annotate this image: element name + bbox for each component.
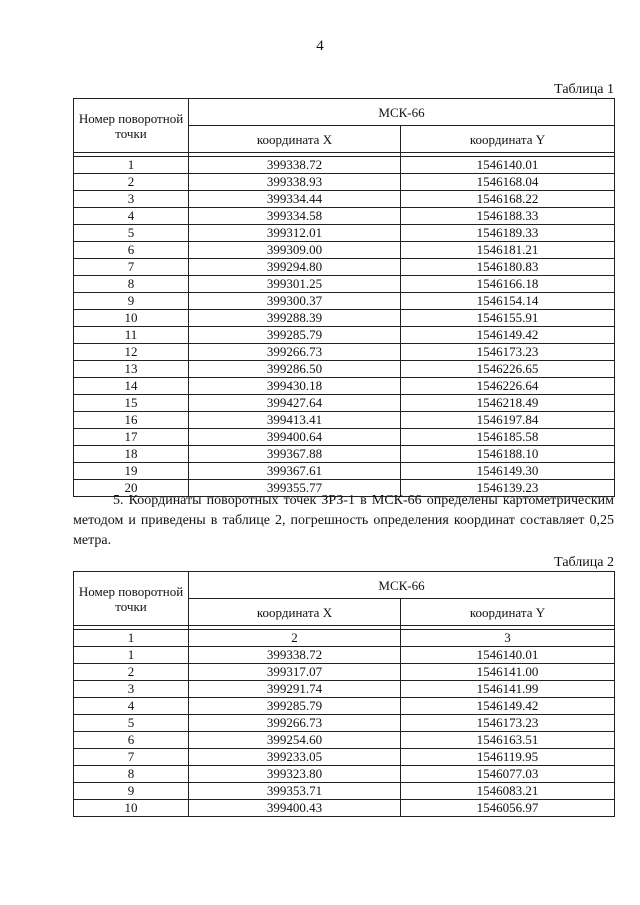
table1 — [73, 98, 615, 497]
coord-x-cell: 399338.72 — [189, 157, 401, 174]
coord-x-cell: 399285.79 — [189, 327, 401, 344]
coord-x-cell: 399338.93 — [189, 174, 401, 191]
coord-y-cell: 1546189.33 — [401, 225, 615, 242]
coord-x-cell: 399317.07 — [189, 664, 401, 681]
coord-x-cell: 399413.41 — [189, 412, 401, 429]
point-number-cell: 15 — [74, 395, 189, 412]
column-number: 2 — [189, 630, 401, 647]
coord-y-cell: 1546149.42 — [401, 327, 615, 344]
point-number-cell: 10 — [74, 310, 189, 327]
point-number-cell: 13 — [74, 361, 189, 378]
point-number-cell: 3 — [74, 191, 189, 208]
coord-y-cell: 1546226.65 — [401, 361, 615, 378]
point-number-cell: 1 — [74, 157, 189, 174]
table-row — [74, 698, 615, 715]
point-number-cell: 14 — [74, 378, 189, 395]
coord-y-cell: 1546149.30 — [401, 463, 615, 480]
coord-x-cell: 399334.58 — [189, 208, 401, 225]
point-number-cell: 2 — [74, 174, 189, 191]
coord-y-cell: 1546173.23 — [401, 344, 615, 361]
table-row — [74, 749, 615, 766]
coord-y-cell: 1546185.58 — [401, 429, 615, 446]
coord-x-cell: 399353.71 — [189, 783, 401, 800]
coord-x-cell: 399367.61 — [189, 463, 401, 480]
coord-x-cell: 399285.79 — [189, 698, 401, 715]
table-row — [74, 310, 615, 327]
point-number-cell: 4 — [74, 698, 189, 715]
coord-x-cell: 399301.25 — [189, 276, 401, 293]
table-row — [74, 293, 615, 310]
coord-x-cell: 399367.88 — [189, 446, 401, 463]
coord-x-cell: 399309.00 — [189, 242, 401, 259]
table-row — [74, 446, 615, 463]
coord-y-cell: 1546168.22 — [401, 191, 615, 208]
col-x-header: координата X — [189, 599, 401, 626]
coord-y-cell: 1546154.14 — [401, 293, 615, 310]
col-point-header: Номер поворотной точки — [74, 99, 189, 153]
table-row — [74, 276, 615, 293]
coord-x-cell: 399288.39 — [189, 310, 401, 327]
coord-y-cell: 1546119.95 — [401, 749, 615, 766]
paragraph-text: 5. Координаты поворотных точек ЗРЗ-1 в МСК-66 определены картометрическим методом и приведены в таблице 2, погрешность определения координат составляет 0,25 метра. — [73, 493, 614, 548]
coord-y-cell: 1546173.23 — [401, 715, 615, 732]
coord-y-cell: 1546188.33 — [401, 208, 615, 225]
column-number: 1 — [74, 630, 189, 647]
coord-y-cell: 1546155.91 — [401, 310, 615, 327]
point-number-cell: 6 — [74, 732, 189, 749]
table-row — [74, 242, 615, 259]
point-number-cell: 10 — [74, 800, 189, 817]
point-number-cell: 1 — [74, 647, 189, 664]
table1-caption: Таблица 1 — [554, 82, 614, 97]
coord-x-cell: 399400.64 — [189, 429, 401, 446]
point-number-cell: 18 — [74, 446, 189, 463]
table-row — [74, 157, 615, 174]
table-row — [74, 800, 615, 817]
table-row — [74, 344, 615, 361]
coord-x-cell: 399338.72 — [189, 647, 401, 664]
coord-x-cell: 399294.80 — [189, 259, 401, 276]
coord-y-cell: 1546141.00 — [401, 664, 615, 681]
coord-x-cell: 399266.73 — [189, 344, 401, 361]
point-number-cell: 8 — [74, 276, 189, 293]
coord-x-cell: 399300.37 — [189, 293, 401, 310]
col-y-header: координата Y — [401, 126, 615, 153]
paragraph-5 — [73, 491, 614, 551]
coord-y-cell: 1546197.84 — [401, 412, 615, 429]
table-row — [74, 681, 615, 698]
table-row — [74, 259, 615, 276]
coord-x-cell: 399430.18 — [189, 378, 401, 395]
table2-caption: Таблица 2 — [554, 555, 614, 570]
coord-x-cell: 399427.64 — [189, 395, 401, 412]
coord-y-cell: 1546163.51 — [401, 732, 615, 749]
coord-y-cell: 1546140.01 — [401, 647, 615, 664]
col-x-header: координата X — [189, 126, 401, 153]
table-row — [74, 395, 615, 412]
coord-y-cell: 1546166.18 — [401, 276, 615, 293]
coord-y-cell: 1546083.21 — [401, 783, 615, 800]
coord-y-cell: 1546218.49 — [401, 395, 615, 412]
coord-y-cell: 1546226.64 — [401, 378, 615, 395]
point-number-cell: 9 — [74, 783, 189, 800]
coord-x-cell: 399233.05 — [189, 749, 401, 766]
coord-x-cell: 399334.44 — [189, 191, 401, 208]
table-row — [74, 361, 615, 378]
col-y-header: координата Y — [401, 599, 615, 626]
table-row — [74, 715, 615, 732]
table-row — [74, 463, 615, 480]
point-number-cell: 19 — [74, 463, 189, 480]
coord-y-cell: 1546141.99 — [401, 681, 615, 698]
group-header: МСК-66 — [189, 572, 615, 599]
table1-body — [74, 157, 615, 497]
point-number-cell: 12 — [74, 344, 189, 361]
table-row — [74, 664, 615, 681]
point-number-cell: 4 — [74, 208, 189, 225]
table-row — [74, 783, 615, 800]
table-row — [74, 647, 615, 664]
table-row — [74, 225, 615, 242]
point-number-cell: 16 — [74, 412, 189, 429]
coord-x-cell: 399286.50 — [189, 361, 401, 378]
point-number-cell: 11 — [74, 327, 189, 344]
coord-y-cell: 1546180.83 — [401, 259, 615, 276]
table-row — [74, 327, 615, 344]
point-number-cell: 9 — [74, 293, 189, 310]
point-number-cell: 5 — [74, 715, 189, 732]
coord-y-cell: 1546140.01 — [401, 157, 615, 174]
point-number-cell: 17 — [74, 429, 189, 446]
table-row — [74, 429, 615, 446]
coord-x-cell: 399355.77 — [189, 480, 401, 497]
point-number-cell: 6 — [74, 242, 189, 259]
point-number-cell: 2 — [74, 664, 189, 681]
point-number-cell: 20 — [74, 480, 189, 497]
coord-x-cell: 399323.80 — [189, 766, 401, 783]
point-number-cell: 7 — [74, 749, 189, 766]
table2 — [73, 571, 615, 817]
coord-x-cell: 399312.01 — [189, 225, 401, 242]
col-point-header: Номер поворотной точки — [74, 572, 189, 626]
table2-body — [74, 647, 615, 817]
table-row — [74, 191, 615, 208]
coord-x-cell: 399254.60 — [189, 732, 401, 749]
coord-y-cell: 1546181.21 — [401, 242, 615, 259]
coord-y-cell: 1546149.42 — [401, 698, 615, 715]
table-row — [74, 732, 615, 749]
point-number-cell: 5 — [74, 225, 189, 242]
coord-y-cell: 1546139.23 — [401, 480, 615, 497]
coord-y-cell: 1546056.97 — [401, 800, 615, 817]
table-row — [74, 208, 615, 225]
table-row — [74, 174, 615, 191]
table-row — [74, 378, 615, 395]
column-number: 3 — [401, 630, 615, 647]
coord-y-cell: 1546077.03 — [401, 766, 615, 783]
coord-y-cell: 1546168.04 — [401, 174, 615, 191]
coord-y-cell: 1546188.10 — [401, 446, 615, 463]
group-header: МСК-66 — [189, 99, 615, 126]
point-number-cell: 8 — [74, 766, 189, 783]
coord-x-cell: 399291.74 — [189, 681, 401, 698]
coord-x-cell: 399266.73 — [189, 715, 401, 732]
page-number: 4 — [316, 38, 324, 54]
point-number-cell: 3 — [74, 681, 189, 698]
point-number-cell: 7 — [74, 259, 189, 276]
table-row — [74, 412, 615, 429]
table-row — [74, 766, 615, 783]
coord-x-cell: 399400.43 — [189, 800, 401, 817]
